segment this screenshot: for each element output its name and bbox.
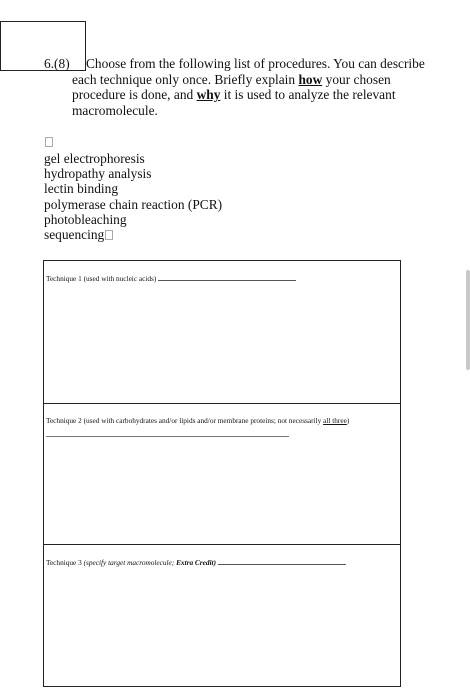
- technique-3-label-text: Technique 3: [46, 558, 84, 567]
- emphasis-how: how: [298, 71, 323, 87]
- technique-3-label-italic: (specify target macromolecule;: [83, 558, 177, 567]
- technique-3-blank: [218, 557, 346, 565]
- question-line-3-end: it is used to analyze the relevant: [220, 87, 396, 102]
- procedure-list: [44, 151, 222, 242]
- technique-3-label: [46, 557, 346, 567]
- missing-glyph-box-icon: [105, 230, 113, 240]
- procedure-item-last: [44, 227, 222, 242]
- question-line-1: Choose from the following list of procedures. You can describe: [86, 56, 425, 71]
- technique-2-label: [46, 416, 349, 425]
- question-line-3: procedure is done, and: [72, 87, 197, 102]
- question-line-2: each technique only once. Briefly explain: [72, 71, 299, 87]
- missing-glyph-box-icon: [45, 137, 53, 147]
- question-line-4: macromolecule.: [72, 102, 158, 118]
- question-prompt: [44, 56, 439, 118]
- procedure-item: hydropathy analysis: [44, 166, 152, 182]
- technique-3-label-extra-credit: Extra Credit): [176, 558, 216, 567]
- technique-1-label: [46, 273, 296, 283]
- emphasis-why: why: [196, 87, 221, 102]
- question-line-2-end: your chosen: [322, 71, 391, 87]
- scrollbar[interactable]: [466, 270, 470, 370]
- technique-1-answer-box[interactable]: [43, 260, 401, 403]
- procedure-item: lectin binding: [44, 181, 119, 197]
- technique-2-label-text: Technique 2 (used with carbohydrates and/or lipids and/or membrane proteins; not necessarily: [46, 416, 324, 425]
- technique-2-label-end: ): [346, 416, 350, 425]
- technique-2-answer-box[interactable]: [43, 403, 401, 544]
- question-number: 6.(8): [44, 56, 70, 71]
- technique-1-label-text: Technique 1 (used with nucleic acids): [46, 274, 157, 283]
- technique-1-blank: [158, 273, 296, 281]
- procedure-item: photobleaching: [44, 211, 127, 227]
- procedure-item-text: sequencing: [44, 227, 105, 243]
- procedure-item: polymerase chain reaction (PCR): [44, 196, 223, 212]
- technique-3-answer-box[interactable]: [43, 544, 401, 687]
- technique-2-label-underlined: all three: [323, 416, 347, 425]
- procedure-item: gel electrophoresis: [44, 151, 145, 166]
- technique-2-blank-line: [46, 436, 289, 437]
